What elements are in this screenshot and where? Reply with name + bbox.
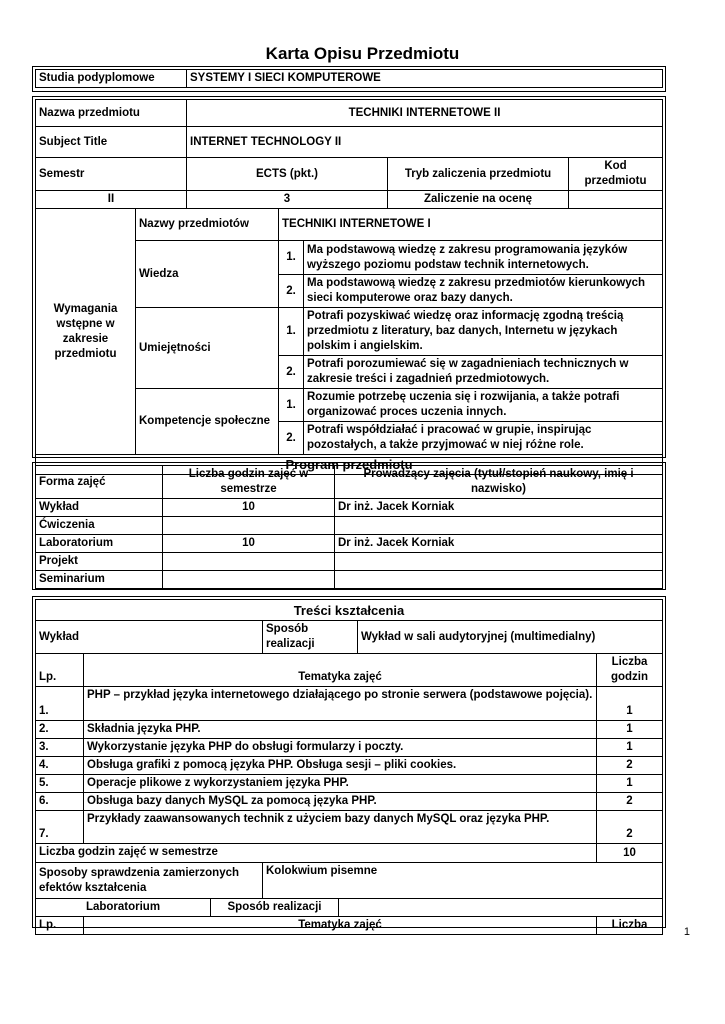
lab-sposob-value (339, 899, 663, 917)
suma-value: 10 (597, 844, 663, 863)
wiedza-2-num: 2. (279, 275, 304, 308)
umiejetnosci-2-text: Potrafi porozumiewać się w zagadnieniach technicznych w zakresie treści i zagadnień przedmiotowych. (304, 356, 663, 389)
wiedza-1-text: Ma podstawową wiedzę z zakresu programowania języków wyższego poziomu podstaw technik internetowych. (304, 241, 663, 275)
table-row (335, 553, 663, 571)
sposoby-label: Sposoby sprawdzenia zamierzonych efektów kształcenia (36, 863, 263, 899)
prowadzacy-header: Prowadzący zajęcia (tytuł/stopień naukowy, imię i nazwisko) (335, 466, 663, 499)
table-row (163, 517, 335, 535)
table-row: 1. (36, 687, 84, 721)
kompetencje-label: Kompetencje społeczne (136, 389, 279, 455)
lab-sposob-label: Sposób realizacji (211, 899, 339, 917)
lab-liczba-header: Liczba (597, 917, 663, 935)
table-row: 2 (597, 811, 663, 844)
kompetencje-2-num: 2. (279, 422, 304, 455)
lab-lp-header: Lp. (36, 917, 84, 935)
semestr-value: II (36, 191, 187, 209)
page-number: 1 (683, 926, 690, 938)
lab-tematyka-header: Tematyka zajęć (84, 917, 597, 935)
studia-value: SYSTEMY I SIECI KOMPUTEROWE (187, 70, 663, 88)
sposoby-value: Kolokwium pisemne (263, 863, 663, 899)
kompetencje-2-text: Potrafi współdziałać i pracować w grupie, inspirując pozostałych, a także przyjmować w niej różne role. (304, 422, 663, 455)
studia-table (35, 69, 663, 88)
program-table (35, 465, 663, 589)
page-title: Karta Opisu Przedmiotu (265, 44, 460, 63)
table-row: Seminarium (36, 571, 163, 589)
subject-table (35, 99, 663, 475)
ects-label: ECTS (pkt.) (187, 158, 388, 191)
table-row: Laboratorium (36, 535, 163, 553)
table-row (163, 571, 335, 589)
kod-label: Kod przedmiotu (569, 158, 663, 191)
forma-header: Forma zajęć (36, 466, 163, 499)
umiejetnosci-2-num: 2. (279, 356, 304, 389)
wiedza-1-num: 1. (279, 241, 304, 275)
table-row: Projekt (36, 553, 163, 571)
table-row: Obsługa grafiki z pomocą języka PHP. Obsługa sesji – pliki cookies. (84, 757, 597, 775)
table-row (163, 553, 335, 571)
table-row: Wykorzystanie języka PHP do obsługi formularzy i poczty. (84, 739, 597, 757)
nazwa-value: TECHNIKI INTERNETOWE II (187, 100, 663, 127)
table-row: Dr inż. Jacek Korniak (335, 535, 663, 553)
table-row: 10 (163, 535, 335, 553)
table-row: Ćwiczenia (36, 517, 163, 535)
wiedza-2-text: Ma podstawową wiedzę z zakresu przedmiotów kierunkowych sieci komputerowe oraz bazy danych. (304, 275, 663, 308)
sposob-label: Sposób realizacji (263, 621, 358, 654)
table-row: 2 (597, 793, 663, 811)
semestr-label: Semestr (36, 158, 187, 191)
table-row: Składnia języka PHP. (84, 721, 597, 739)
program-heading: Program przedmiotu (36, 455, 663, 475)
wymagania-label: Wymagania wstępne w zakresie przedmiotu (36, 209, 136, 455)
nazwy-label: Nazwy przedmiotów (136, 209, 279, 241)
tresci-table (35, 599, 663, 935)
kod-value (569, 191, 663, 209)
table-row: 10 (163, 499, 335, 517)
umiejetnosci-1-text: Potrafi pozyskiwać wiedzę oraz informację zgodną treścią przedmiotu z literatury, baz danych, Internetu w językach polskim i angielskim. (304, 308, 663, 356)
liczba-godzin-header: Liczba godzin (597, 654, 663, 687)
table-row: 1 (597, 739, 663, 757)
ects-value: 3 (187, 191, 388, 209)
table-row (335, 571, 663, 589)
table-row: Dr inż. Jacek Korniak (335, 499, 663, 517)
laboratorium-label: Laboratorium (36, 899, 211, 917)
subject-title-label: Subject Title (36, 127, 187, 158)
table-row (335, 517, 663, 535)
umiejetnosci-1-num: 1. (279, 308, 304, 356)
wiedza-label: Wiedza (136, 241, 279, 308)
table-row: 1 (597, 687, 663, 721)
table-row: 1 (597, 775, 663, 793)
table-row: 2 (597, 757, 663, 775)
kompetencje-1-text: Rozumie potrzebę uczenia się i rozwijania, a także potrafi organizować proces uczenia innych. (304, 389, 663, 422)
tematyka-header: Tematyka zajęć (84, 654, 597, 687)
umiejetnosci-label: Umiejętności (136, 308, 279, 389)
suma-label: Liczba godzin zajęć w semestrze (36, 844, 597, 863)
liczba-header: Liczba godzin zajęć w semestrze (163, 466, 335, 499)
table-row: 3. (36, 739, 84, 757)
tryb-label: Tryb zaliczenia przedmiotu (388, 158, 569, 191)
table-row: 6. (36, 793, 84, 811)
kompetencje-1-num: 1. (279, 389, 304, 422)
table-row: 7. (36, 811, 84, 844)
table-row: 5. (36, 775, 84, 793)
lp-header: Lp. (36, 654, 84, 687)
studia-label: Studia podyplomowe (36, 70, 187, 88)
table-row: 2. (36, 721, 84, 739)
subject-title-value: INTERNET TECHNOLOGY II (187, 127, 663, 158)
table-row: PHP – przykład języka internetowego działającego po stronie serwera (podstawowe pojęcia). (84, 687, 597, 721)
table-row: 4. (36, 757, 84, 775)
sposob-value: Wykład w sali audytoryjnej (multimedialny) (358, 621, 663, 654)
nazwy-value: TECHNIKI INTERNETOWE I (279, 209, 663, 241)
table-row: Wykład (36, 499, 163, 517)
table-row: Obsługa bazy danych MySQL za pomocą języka PHP. (84, 793, 597, 811)
nazwa-label: Nazwa przedmiotu (36, 100, 187, 127)
tryb-value: Zaliczenie na ocenę (388, 191, 569, 209)
table-row: Operacje plikowe z wykorzystaniem języka PHP. (84, 775, 597, 793)
wyklad-label: Wykład (36, 621, 263, 654)
table-row: Przykłady zaawansowanych technik z użyciem bazy danych MySQL oraz języka PHP. (84, 811, 597, 844)
tresci-heading: Treści kształcenia (36, 600, 663, 621)
table-row: 1 (597, 721, 663, 739)
